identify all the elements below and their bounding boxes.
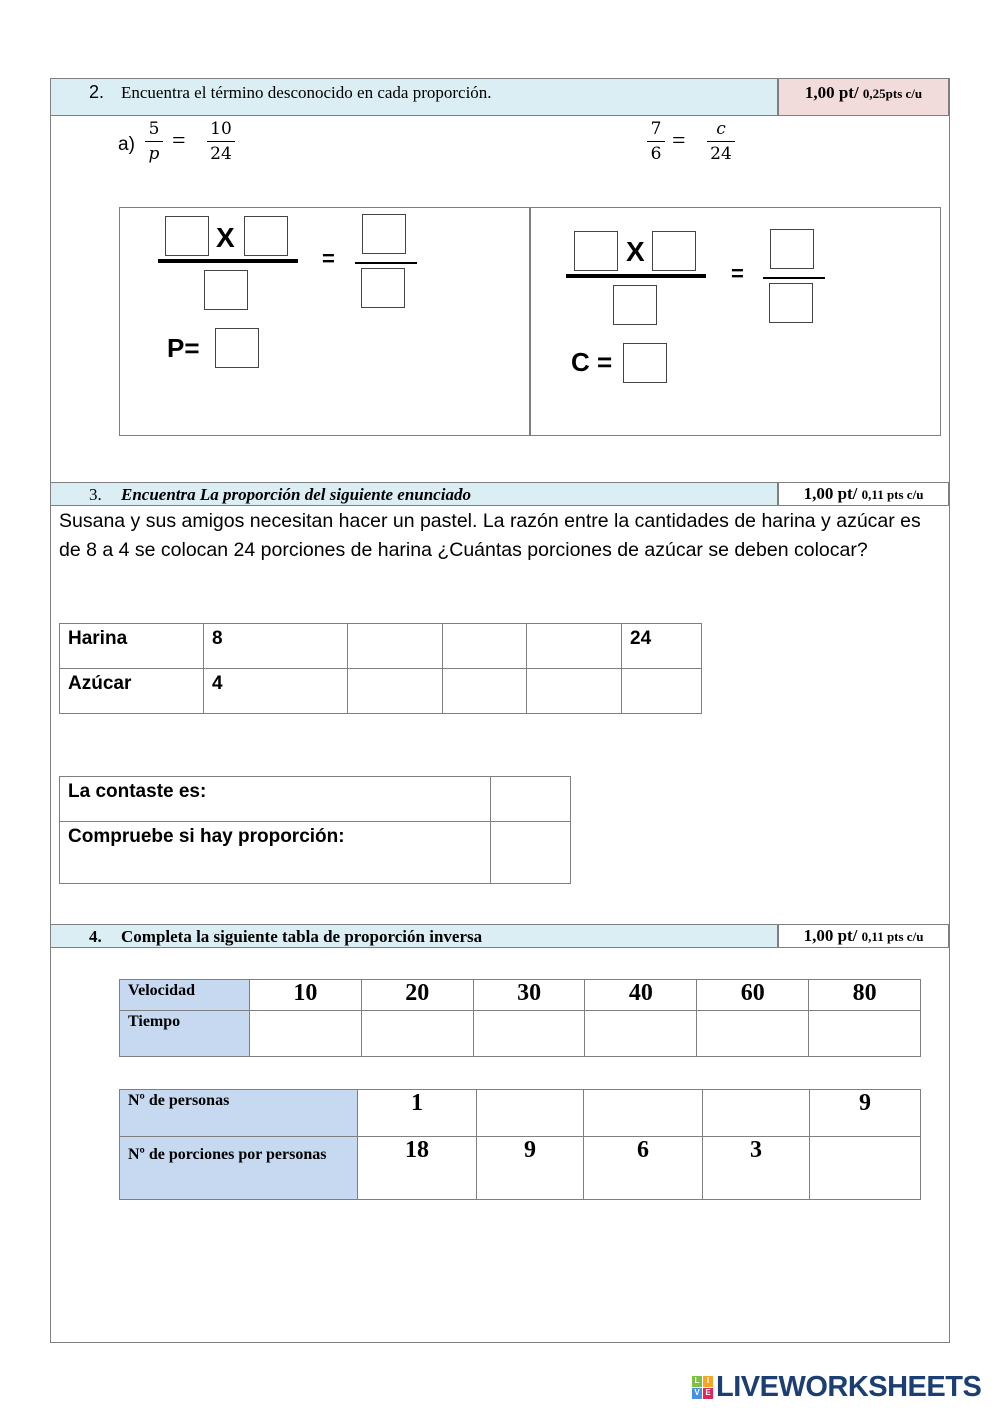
answer-cell[interactable] bbox=[585, 1011, 697, 1057]
answer-box[interactable] bbox=[362, 214, 406, 254]
table-cell: 80 bbox=[809, 980, 921, 1011]
answer-cell[interactable] bbox=[703, 1090, 810, 1137]
row-label: Azúcar bbox=[60, 669, 204, 714]
points-each: 0,11 pts c/u bbox=[861, 929, 924, 944]
answer-cell[interactable] bbox=[622, 669, 702, 714]
q2-header bbox=[50, 78, 778, 116]
answer-cell[interactable] bbox=[250, 1011, 362, 1057]
logo-tile: E bbox=[703, 1388, 713, 1399]
table-cell: 1 bbox=[358, 1090, 477, 1137]
equals-sign: = bbox=[731, 261, 744, 286]
answer-cell[interactable] bbox=[348, 669, 443, 714]
answer-box[interactable] bbox=[613, 285, 657, 325]
part-a-label: a) bbox=[118, 134, 135, 155]
answer-box[interactable] bbox=[361, 268, 405, 308]
fraction-bar bbox=[763, 277, 825, 279]
q3-statement: Susana y sus amigos necesitan hacer un pastel. La razón entre la cantidades de harina y azúcar es de 8 a 4 se colocan 24 porciones de harina ¿Cuántas porciones de azúcar se deben colocar? bbox=[59, 510, 921, 561]
p-label: P= bbox=[167, 333, 200, 363]
denominator: p bbox=[148, 144, 160, 164]
fraction-c-24 bbox=[707, 118, 735, 165]
fraction-bar bbox=[566, 274, 706, 278]
q4-title: Completa la siguiente tabla de proporción inversa bbox=[121, 927, 483, 946]
row-label: Nº de personas bbox=[120, 1090, 358, 1137]
q3-points bbox=[778, 482, 949, 506]
answer-box[interactable] bbox=[770, 229, 814, 269]
denominator: 6 bbox=[650, 144, 662, 164]
q3-number: 3. bbox=[89, 485, 102, 504]
row-label: Velocidad bbox=[120, 980, 250, 1011]
answer-cell[interactable] bbox=[527, 669, 622, 714]
fraction-10-24 bbox=[207, 118, 235, 165]
table-row bbox=[120, 1011, 921, 1057]
table-cell: 40 bbox=[585, 980, 697, 1011]
answer-cell[interactable] bbox=[527, 624, 622, 669]
row-label: Tiempo bbox=[120, 1011, 250, 1057]
points-label: 1,00 pt/ bbox=[803, 484, 858, 503]
q3-title: Encuentra La proporción del siguiente enunciado bbox=[121, 485, 471, 504]
table-cell: 3 bbox=[703, 1137, 810, 1200]
fraction-bar bbox=[158, 259, 298, 263]
constant-table bbox=[59, 776, 571, 884]
table-cell: 9 bbox=[810, 1090, 921, 1137]
equals-sign: = bbox=[322, 246, 335, 271]
table-row bbox=[60, 822, 571, 884]
numerator: c bbox=[716, 119, 726, 139]
answer-box[interactable] bbox=[574, 231, 618, 271]
fraction-7-6 bbox=[647, 118, 665, 165]
table-row bbox=[120, 980, 921, 1011]
q4-number: 4. bbox=[89, 927, 102, 946]
q2-number: 2. bbox=[89, 82, 105, 102]
row-label: Harina bbox=[60, 624, 204, 669]
row-label: Nº de porciones por personas bbox=[120, 1137, 358, 1200]
liveworksheets-brand: LIVEWORKSHEETS bbox=[716, 1371, 982, 1403]
fraction-5-p bbox=[145, 118, 163, 165]
answer-cell[interactable] bbox=[697, 1011, 809, 1057]
table-cell: 6 bbox=[584, 1137, 703, 1200]
numerator: 7 bbox=[650, 119, 662, 139]
table-cell: 10 bbox=[250, 980, 362, 1011]
logo-tile: V bbox=[692, 1388, 702, 1399]
q2-points bbox=[778, 78, 949, 116]
c-answer-box[interactable] bbox=[623, 343, 667, 383]
points-label: 1,00 pt/ bbox=[804, 83, 859, 102]
answer-cell[interactable] bbox=[810, 1137, 921, 1200]
liveworksheets-logo-icon bbox=[692, 1376, 714, 1400]
constant-answer-cell[interactable] bbox=[491, 777, 571, 822]
answer-box[interactable] bbox=[165, 216, 209, 256]
answer-cell[interactable] bbox=[348, 624, 443, 669]
q3-header bbox=[50, 482, 778, 506]
answer-cell[interactable] bbox=[809, 1011, 921, 1057]
answer-cell[interactable] bbox=[473, 1011, 585, 1057]
q4-points bbox=[778, 924, 949, 948]
fraction-bar bbox=[355, 262, 417, 264]
table-cell: 60 bbox=[697, 980, 809, 1011]
check-label: Compruebe si hay proporción: bbox=[60, 822, 491, 884]
answer-box[interactable] bbox=[652, 231, 696, 271]
answer-box[interactable] bbox=[769, 283, 813, 323]
q2-title: Encuentra el término desconocido en cada proporción. bbox=[121, 83, 492, 102]
times-sign: X bbox=[626, 236, 645, 267]
points-label: 1,00 pt/ bbox=[803, 926, 858, 945]
check-answer-cell[interactable] bbox=[491, 822, 571, 884]
points-each: 0,11 pts c/u bbox=[861, 487, 924, 502]
c-label: C = bbox=[571, 347, 613, 377]
equals-sign: = bbox=[172, 128, 186, 154]
times-sign: X bbox=[216, 222, 235, 253]
answer-cell[interactable] bbox=[443, 669, 527, 714]
numerator: 5 bbox=[148, 119, 160, 139]
table-row bbox=[120, 1137, 921, 1200]
constant-label: La contaste es: bbox=[60, 777, 491, 822]
answer-box[interactable] bbox=[244, 216, 288, 256]
table-row bbox=[120, 1090, 921, 1137]
answer-box[interactable] bbox=[204, 270, 248, 310]
table-cell: 9 bbox=[477, 1137, 584, 1200]
answer-cell[interactable] bbox=[361, 1011, 473, 1057]
table-row bbox=[60, 624, 702, 669]
table-cell: 18 bbox=[358, 1137, 477, 1200]
logo-tile: I bbox=[703, 1376, 713, 1387]
answer-cell[interactable] bbox=[477, 1090, 584, 1137]
numerator: 10 bbox=[210, 119, 232, 139]
velocidad-tiempo-table bbox=[119, 979, 921, 1057]
p-answer-box[interactable] bbox=[215, 328, 259, 368]
table-cell: 8 bbox=[204, 624, 348, 669]
denominator: 24 bbox=[210, 144, 232, 164]
logo-tile: L bbox=[692, 1376, 702, 1387]
personas-porciones-table bbox=[119, 1089, 921, 1200]
equals-sign: = bbox=[672, 128, 686, 154]
harina-azucar-table bbox=[59, 623, 702, 714]
table-cell: 20 bbox=[361, 980, 473, 1011]
answer-cell[interactable] bbox=[584, 1090, 703, 1137]
points-each: 0,25pts c/u bbox=[862, 86, 923, 101]
table-row bbox=[60, 777, 571, 822]
table-row bbox=[60, 669, 702, 714]
table-cell: 30 bbox=[473, 980, 585, 1011]
denominator: 24 bbox=[710, 144, 732, 164]
table-cell: 4 bbox=[204, 669, 348, 714]
q4-header bbox=[50, 924, 778, 948]
answer-cell[interactable] bbox=[443, 624, 527, 669]
table-cell: 24 bbox=[622, 624, 702, 669]
